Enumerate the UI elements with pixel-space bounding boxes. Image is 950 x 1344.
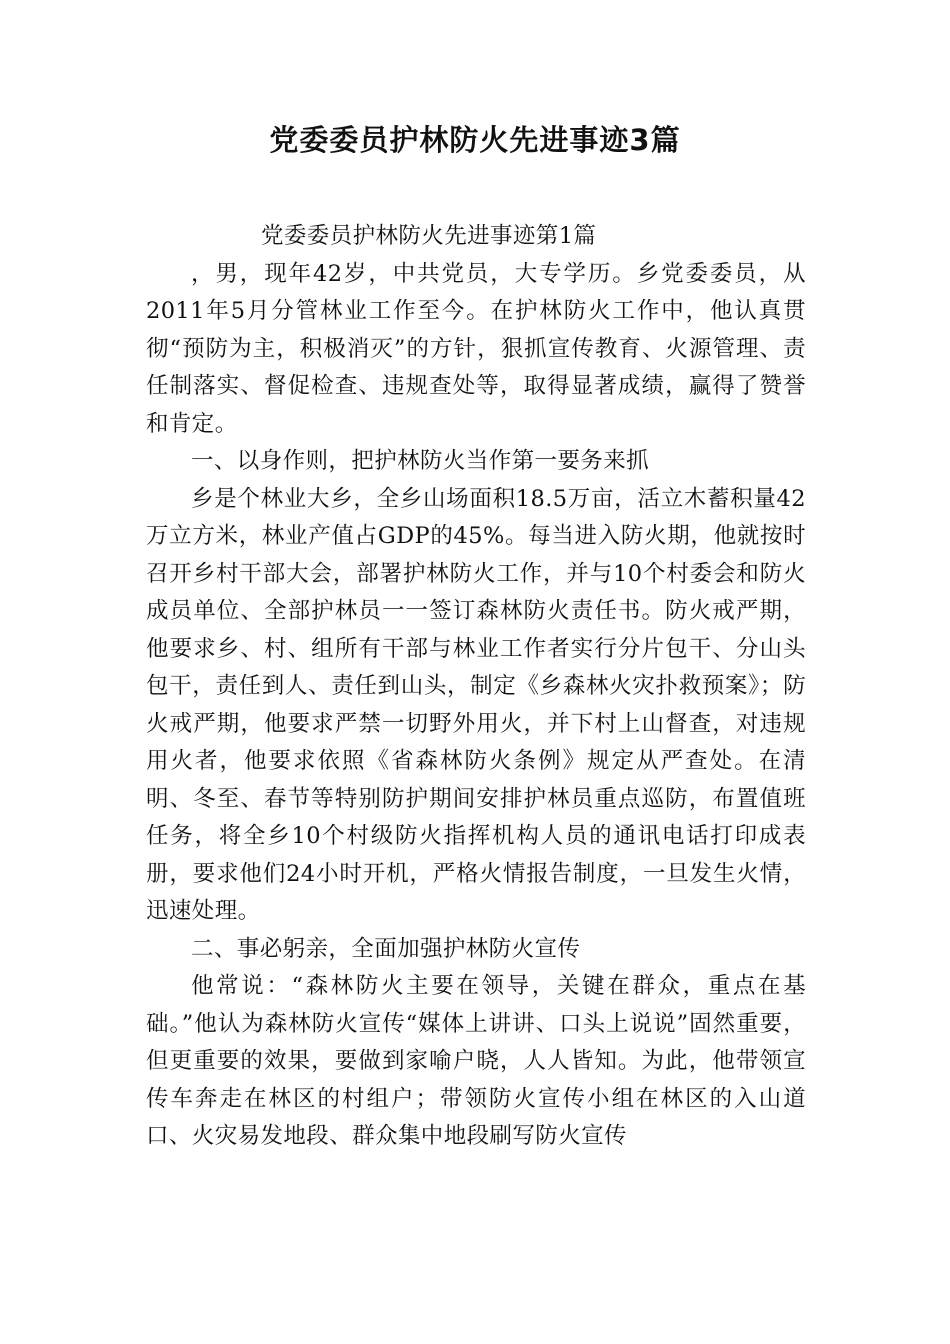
paragraph-section-1: 乡是个林业大乡，全乡山场面积18.5万亩，活立木蓄积量42万立方米，林业产值占GDP的45%。每当进入防火期，他就按时召开乡村干部大会，部署护林防火工作，并与10个村委会和防火成员单位、全部护林员一一签订森林防火责任书。防火戒严期，他要求乡、村、组所有干部与林业工作者实行分片包干、分山头包干，责任到人、责任到山头，制定《乡森林火灾扑救预案》；防火戒严期，他要求严禁一切野外用火，并下村上山督查，对违规用火者，他要求依照《省森林防火条例》规定从严查处。在清明、冬至、春节等特别防护期间安排护林员重点巡防，布置值班任务，将全乡10个村级防火指挥机构人员的通讯电话打印成表册，要求他们24小时开机，严格火情报告制度，一旦发生火情，迅速处理。 xyxy=(146,485,806,924)
paragraph-section-2: 他常说：“森林防火主要在领导，关键在群众，重点在基础。”他认为森林防火宣传“媒体上讲讲、口头上说说”固然重要，但更重要的效果，要做到家喻户晓，人人皆知。为此，他带领宣传车奔走在林区的村组户；带领防火宣传小组在林区的入山道口、火灾易发地段、群众集中地段刷写防火宣传 xyxy=(146,973,806,1149)
document-body xyxy=(146,218,806,1156)
document-title: 党委委员护林防火先进事迹3篇 xyxy=(269,123,681,157)
paragraph-intro: ，男，现年42岁，中共党员，大专学历。乡党委委员，从2011年5月分管林业工作至今。在护林防火工作中，他认真贯彻“预防为主，积极消灭”的方针，狠抓宣传教育、火源管理、责任制落实、督促检查、违规查处等，取得显著成绩，赢得了赞誉和肯定。 xyxy=(146,260,806,437)
section-subtitle: 党委委员护林防火先进事迹第1篇 xyxy=(261,223,597,249)
section-heading-1: 一、以身作则，把护林防火当作第一要务来抓 xyxy=(191,448,650,474)
section-heading-2: 二、事必躬亲，全面加强护林防火宣传 xyxy=(191,935,581,962)
